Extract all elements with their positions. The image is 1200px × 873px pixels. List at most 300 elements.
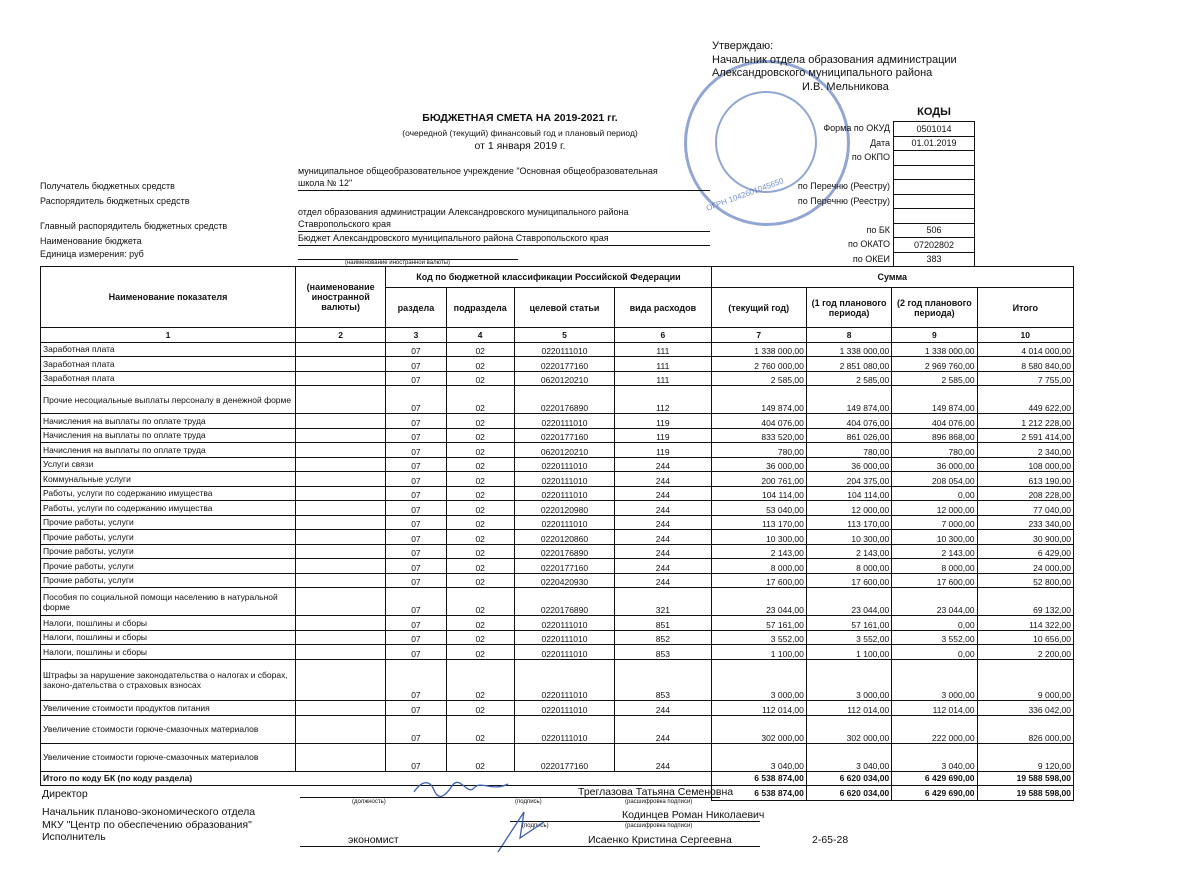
- cell-y3: 3 000,00: [892, 659, 977, 701]
- cell-y2: 861 026,00: [806, 428, 891, 443]
- cell-tot: 826 000,00: [977, 715, 1073, 743]
- cell-sub: 02: [446, 645, 514, 660]
- cell-sub: 02: [446, 501, 514, 516]
- director-signature: [412, 778, 512, 800]
- cell-y1: 10 300,00: [711, 530, 806, 545]
- head-line2: МКУ "Центр по обеспечению образования": [42, 818, 252, 831]
- chief-line2: Ставропольского края: [298, 219, 391, 229]
- h-total: Итого: [977, 288, 1073, 328]
- table-row: [41, 414, 1074, 429]
- cell-y2: 3 000,00: [806, 659, 891, 701]
- cell-exp: 853: [615, 645, 711, 660]
- sig-note: (подпись): [515, 799, 542, 805]
- cell-y1: 2 585,00: [711, 371, 806, 386]
- institution-line1: муниципальное общеобразовательное учреждение "Основная общеобразовательная: [298, 166, 658, 176]
- cell-y2: 57 161,00: [806, 616, 891, 631]
- codes-label: по БК: [866, 224, 890, 235]
- grand-tot: 19 588 598,00: [977, 786, 1073, 801]
- table-row: [41, 371, 1074, 386]
- column-number: 10: [977, 328, 1073, 343]
- cell-sec: 07: [386, 530, 446, 545]
- cell-name: Прочие работы, услуги: [41, 530, 296, 545]
- cell-y1: 3 000,00: [711, 659, 806, 701]
- codes-label: по ОКАТО: [847, 239, 890, 249]
- cell-cur: [295, 371, 385, 386]
- cell-y3: 36 000,00: [892, 457, 977, 472]
- cell-cur: [295, 386, 385, 414]
- cell-cur: [295, 616, 385, 631]
- cell-y2: 404 076,00: [806, 414, 891, 429]
- cell-cur: [295, 472, 385, 487]
- cell-exp: 244: [615, 715, 711, 743]
- cell-tgt: 0220176890: [514, 386, 614, 414]
- cell-exp: 119: [615, 443, 711, 458]
- cell-y3: 112 014,00: [892, 701, 977, 716]
- cell-cur: [295, 715, 385, 743]
- codes-value: 0501014: [894, 122, 975, 137]
- cell-y3: 12 000,00: [892, 501, 977, 516]
- cell-tgt: 0220111010: [514, 472, 614, 487]
- cell-exp: 244: [615, 486, 711, 501]
- codes-row: [894, 136, 975, 151]
- cell-tgt: 0220111010: [514, 457, 614, 472]
- cell-tot: 4 014 000,00: [977, 342, 1073, 357]
- cell-tot: 7 755,00: [977, 371, 1073, 386]
- cell-tot: 1 212 228,00: [977, 414, 1073, 429]
- cell-y1: 302 000,00: [711, 715, 806, 743]
- cell-exp: 852: [615, 630, 711, 645]
- h-section: раздела: [386, 288, 446, 328]
- cell-exp: 244: [615, 743, 711, 771]
- cell-y2: 1 338 000,00: [806, 342, 891, 357]
- approval-approve: Утверждаю:: [712, 40, 774, 52]
- cell-name: Прочие несоциальные выплаты персоналу в денежной форме: [41, 386, 296, 414]
- cell-y2: 2 851 080,00: [806, 357, 891, 372]
- cell-tot: 233 340,00: [977, 515, 1073, 530]
- title-block: [370, 112, 670, 152]
- cell-tot: 8 580 840,00: [977, 357, 1073, 372]
- cell-name: Увеличение стоимости горюче-смазочных материалов: [41, 715, 296, 743]
- executor-label: Исполнитель: [42, 831, 106, 843]
- cell-tot: 52 800,00: [977, 573, 1073, 588]
- budget-table: [40, 266, 1074, 801]
- cell-y1: 23 044,00: [711, 588, 806, 616]
- head-block: [42, 806, 255, 844]
- exec-pos: экономист: [348, 834, 399, 846]
- cell-sub: 02: [446, 701, 514, 716]
- codes-value: 506: [894, 223, 975, 238]
- table-row: [41, 701, 1074, 716]
- table-row: [41, 472, 1074, 487]
- h-exp: вида расходов: [615, 288, 711, 328]
- cell-name: Заработная плата: [41, 357, 296, 372]
- cell-y1: 2 143,00: [711, 544, 806, 559]
- cell-tot: 108 000,00: [977, 457, 1073, 472]
- currency-note: (наименование иностранной валюты): [345, 260, 451, 266]
- cell-tgt: 0220111010: [514, 486, 614, 501]
- cell-y2: 10 300,00: [806, 530, 891, 545]
- cell-name: Прочие работы, услуги: [41, 515, 296, 530]
- grand-y1: 6 538 874,00: [711, 786, 806, 801]
- page-title: БЮДЖЕТНАЯ СМЕТА НА 2019-2021 гг.: [422, 112, 618, 124]
- cell-y1: 57 161,00: [711, 616, 806, 631]
- cell-name: Заработная плата: [41, 371, 296, 386]
- cell-tot: 77 040,00: [977, 501, 1073, 516]
- table-row: [41, 573, 1074, 588]
- cell-sub: 02: [446, 559, 514, 574]
- sig-note-2: (подпись): [522, 823, 549, 829]
- cell-name: Увеличение стоимости продуктов питания: [41, 701, 296, 716]
- cell-name: Работы, услуги по содержанию имущества: [41, 486, 296, 501]
- cell-y3: 208 054,00: [892, 472, 977, 487]
- cell-y2: 3 040,00: [806, 743, 891, 771]
- cell-y3: 222 000,00: [892, 715, 977, 743]
- cell-y3: 0,00: [892, 616, 977, 631]
- cell-cur: [295, 530, 385, 545]
- director-name: Треглазова Татьяна Семеновна: [578, 786, 734, 798]
- codes-label: [720, 165, 890, 180]
- cell-y3: 2 969 760,00: [892, 357, 977, 372]
- cell-tot: 10 656,00: [977, 630, 1073, 645]
- cell-name: Начисления на выплаты по оплате труда: [41, 414, 296, 429]
- cell-sec: 07: [386, 501, 446, 516]
- table-row: [41, 443, 1074, 458]
- cell-y3: 3 040,00: [892, 743, 977, 771]
- cell-y2: 113 170,00: [806, 515, 891, 530]
- cell-tgt: 0220176890: [514, 544, 614, 559]
- cell-y2: 12 000,00: [806, 501, 891, 516]
- director-label: Директор: [42, 788, 88, 800]
- cell-y3: 10 300,00: [892, 530, 977, 545]
- cell-sec: 07: [386, 559, 446, 574]
- cell-exp: 853: [615, 659, 711, 701]
- cell-tgt: 0220120980: [514, 501, 614, 516]
- cell-y3: 1 338 000,00: [892, 342, 977, 357]
- institution-line2: школа № 12": [298, 178, 353, 188]
- cell-sub: 02: [446, 472, 514, 487]
- cell-name: Коммунальные услуги: [41, 472, 296, 487]
- codes-table: [893, 121, 975, 267]
- page-subtitle: (очередной (текущий) финансовый год и плановый период): [402, 128, 638, 138]
- recipient-label: Получатель бюджетных средств: [40, 181, 175, 191]
- cell-name: Штрафы за нарушение законодательства о налогах и сборах, законо-дательства о страховых взносах: [41, 659, 296, 701]
- cell-sec: 07: [386, 588, 446, 616]
- cell-sub: 02: [446, 371, 514, 386]
- cell-exp: 111: [615, 357, 711, 372]
- cell-cur: [295, 645, 385, 660]
- cell-y2: 149 874,00: [806, 386, 891, 414]
- cell-sec: 07: [386, 630, 446, 645]
- pos-note: (должность): [352, 799, 386, 805]
- codes-label: Дата: [870, 137, 890, 148]
- approval-line2: Александровского муниципального района: [712, 67, 933, 79]
- cell-y2: 23 044,00: [806, 588, 891, 616]
- cell-name: Прочие работы, услуги: [41, 544, 296, 559]
- codes-value: [894, 209, 975, 224]
- table-row: [41, 386, 1074, 414]
- cell-sec: 07: [386, 371, 446, 386]
- cell-cur: [295, 544, 385, 559]
- cell-cur: [295, 659, 385, 701]
- cell-y1: 1 100,00: [711, 645, 806, 660]
- h-y1: (текущий год): [711, 288, 806, 328]
- cell-tgt: 0220111010: [514, 342, 614, 357]
- head-signature: [494, 808, 554, 858]
- total-label: Итого по коду БК (по коду раздела): [41, 771, 712, 786]
- cell-tgt: 0220111010: [514, 616, 614, 631]
- cell-cur: [295, 743, 385, 771]
- codes-value: [894, 151, 975, 166]
- rule: [298, 190, 710, 191]
- codes-labels: [720, 121, 890, 266]
- cell-exp: 112: [615, 386, 711, 414]
- cell-y3: 0,00: [892, 645, 977, 660]
- codes-value: [894, 180, 975, 195]
- cell-y1: 833 520,00: [711, 428, 806, 443]
- cell-tot: 24 000,00: [977, 559, 1073, 574]
- table-row: [41, 616, 1074, 631]
- cell-y2: 3 552,00: [806, 630, 891, 645]
- cell-name: Налоги, пошлины и сборы: [41, 630, 296, 645]
- cell-cur: [295, 443, 385, 458]
- cell-y3: 7 000,00: [892, 515, 977, 530]
- codes-label: по ОКЕИ: [852, 253, 890, 264]
- head-name: Кодинцев Роман Николаевич: [622, 809, 765, 821]
- table-row: [41, 588, 1074, 616]
- stamp-text: ОГРН 1042601045650: [704, 176, 785, 213]
- cell-y1: 404 076,00: [711, 414, 806, 429]
- cell-sub: 02: [446, 616, 514, 631]
- cell-name: Работы, услуги по содержанию имущества: [41, 501, 296, 516]
- cell-exp: 111: [615, 342, 711, 357]
- cell-exp: 119: [615, 428, 711, 443]
- table-row: [41, 544, 1074, 559]
- codes-row: [894, 238, 975, 253]
- cell-tgt: 0220111010: [514, 659, 614, 701]
- cell-y2: 17 600,00: [806, 573, 891, 588]
- exec-name: Исаенко Кристина Сергеевна: [588, 834, 732, 846]
- cell-exp: 244: [615, 573, 711, 588]
- cell-sub: 02: [446, 486, 514, 501]
- h-y3: (2 год планового периода): [892, 288, 977, 328]
- cell-tgt: 0220177160: [514, 743, 614, 771]
- total-y3: 6 429 690,00: [892, 771, 977, 786]
- codes-value: [894, 165, 975, 180]
- cell-sub: 02: [446, 573, 514, 588]
- table-row: [41, 559, 1074, 574]
- cell-y3: 149 874,00: [892, 386, 977, 414]
- cell-sub: 02: [446, 659, 514, 701]
- column-number: 4: [446, 328, 514, 343]
- codes-value: 383: [894, 252, 975, 267]
- cell-sec: 07: [386, 701, 446, 716]
- cell-tgt: 0220111010: [514, 645, 614, 660]
- approval-signer: И.В. Мельникова: [802, 80, 889, 93]
- cell-sub: 02: [446, 544, 514, 559]
- column-number: 2: [295, 328, 385, 343]
- column-number: 7: [711, 328, 806, 343]
- column-numbers-row: [41, 328, 1074, 343]
- cell-name: Налоги, пошлины и сборы: [41, 616, 296, 631]
- cell-name: Пособия по социальной помощи населению в натуральной форме: [41, 588, 296, 616]
- cell-name: Прочие работы, услуги: [41, 559, 296, 574]
- codes-label: по Перечню (Реестру): [797, 181, 890, 191]
- table-row: [41, 457, 1074, 472]
- budget-label: Наименование бюджета: [40, 236, 142, 246]
- cell-y2: 104 114,00: [806, 486, 891, 501]
- cell-tot: 2 200,00: [977, 645, 1073, 660]
- approval-block: [712, 40, 957, 94]
- unit-label: Единица измерения: руб: [40, 249, 144, 259]
- cell-cur: [295, 428, 385, 443]
- cell-exp: 244: [615, 457, 711, 472]
- h-target: целевой статьи: [514, 288, 614, 328]
- cell-name: Услуги связи: [41, 457, 296, 472]
- cell-tot: 9 000,00: [977, 659, 1073, 701]
- cell-exp: 119: [615, 414, 711, 429]
- head-line1: Начальник планово-экономического отдела: [42, 806, 256, 818]
- cell-sec: 07: [386, 414, 446, 429]
- cell-tot: 336 042,00: [977, 701, 1073, 716]
- cell-y3: 8 000,00: [892, 559, 977, 574]
- table-row: [41, 715, 1074, 743]
- chief-line1: отдел образования администрации Александровского муниципального района: [298, 207, 629, 217]
- cell-name: Заработная плата: [41, 342, 296, 357]
- cell-tgt: 0220111010: [514, 715, 614, 743]
- rule: [298, 231, 710, 232]
- cell-y2: 36 000,00: [806, 457, 891, 472]
- page-date: от 1 января 2019 г.: [474, 140, 566, 152]
- cell-sec: 07: [386, 743, 446, 771]
- cell-y1: 8 000,00: [711, 559, 806, 574]
- table-row: [41, 428, 1074, 443]
- table-row: [41, 357, 1074, 372]
- cell-sec: 07: [386, 515, 446, 530]
- cell-cur: [295, 486, 385, 501]
- cell-sec: 07: [386, 645, 446, 660]
- cell-sec: 07: [386, 659, 446, 701]
- cell-tot: 6 429,00: [977, 544, 1073, 559]
- cell-tgt: 0220111010: [514, 414, 614, 429]
- cell-name: Налоги, пошлины и сборы: [41, 645, 296, 660]
- cell-exp: 111: [615, 371, 711, 386]
- cell-tot: 9 120,00: [977, 743, 1073, 771]
- cell-tot: 613 190,00: [977, 472, 1073, 487]
- cell-y1: 53 040,00: [711, 501, 806, 516]
- cell-y1: 36 000,00: [711, 457, 806, 472]
- table-row: [41, 342, 1074, 357]
- cell-sub: 02: [446, 457, 514, 472]
- cell-sub: 02: [446, 443, 514, 458]
- total-y2: 6 620 034,00: [806, 771, 891, 786]
- cell-tot: 2 340,00: [977, 443, 1073, 458]
- cell-y2: 302 000,00: [806, 715, 891, 743]
- cell-y2: 780,00: [806, 443, 891, 458]
- cell-sec: 07: [386, 573, 446, 588]
- cell-exp: 244: [615, 559, 711, 574]
- cell-tgt: 0220177160: [514, 357, 614, 372]
- cell-exp: 244: [615, 501, 711, 516]
- total-y1: 6 538 874,00: [711, 771, 806, 786]
- cell-exp: 244: [615, 472, 711, 487]
- cell-sub: 02: [446, 588, 514, 616]
- cell-y1: 1 338 000,00: [711, 342, 806, 357]
- chief-label: Главный распорядитель бюджетных средств: [40, 221, 228, 231]
- cell-tot: 69 132,00: [977, 588, 1073, 616]
- cell-sec: 07: [386, 616, 446, 631]
- cell-exp: 244: [615, 544, 711, 559]
- cell-tgt: 0620120210: [514, 371, 614, 386]
- cell-y1: 200 761,00: [711, 472, 806, 487]
- cell-tot: 30 900,00: [977, 530, 1073, 545]
- cell-exp: 244: [615, 515, 711, 530]
- total-tot: 19 588 598,00: [977, 771, 1073, 786]
- cell-cur: [295, 588, 385, 616]
- cell-sec: 07: [386, 357, 446, 372]
- codes-value: 01.01.2019: [894, 136, 975, 151]
- h-sum: Сумма: [711, 267, 1073, 288]
- cell-exp: 321: [615, 588, 711, 616]
- h-name: Наименование показателя: [41, 267, 296, 328]
- cell-name: Прочие работы, услуги: [41, 573, 296, 588]
- cell-tot: 114 322,00: [977, 616, 1073, 631]
- cell-tgt: 0620120210: [514, 443, 614, 458]
- codes-row: [894, 165, 975, 180]
- cell-y2: 1 100,00: [806, 645, 891, 660]
- table-row: [41, 486, 1074, 501]
- grand-y2: 6 620 034,00: [806, 786, 891, 801]
- cell-y3: 780,00: [892, 443, 977, 458]
- cell-cur: [295, 515, 385, 530]
- cell-cur: [295, 573, 385, 588]
- cell-tgt: 0220176890: [514, 588, 614, 616]
- cell-tgt: 0220111010: [514, 515, 614, 530]
- cell-y2: 112 014,00: [806, 701, 891, 716]
- cell-sec: 07: [386, 457, 446, 472]
- codes-row: [894, 209, 975, 224]
- codes-row: [894, 180, 975, 195]
- manager-label: Распорядитель бюджетных средств: [40, 196, 190, 206]
- table-row: [41, 501, 1074, 516]
- codes-label: по ОКПО: [851, 152, 890, 162]
- codes-row: [894, 151, 975, 166]
- cell-sub: 02: [446, 715, 514, 743]
- cell-cur: [295, 501, 385, 516]
- cell-sec: 07: [386, 715, 446, 743]
- codes-label: [720, 208, 890, 223]
- cell-cur: [295, 630, 385, 645]
- cell-tgt: 0220177160: [514, 559, 614, 574]
- rule: [298, 245, 710, 246]
- cell-cur: [295, 457, 385, 472]
- cell-sub: 02: [446, 743, 514, 771]
- column-number: 6: [615, 328, 711, 343]
- cell-sub: 02: [446, 386, 514, 414]
- cell-sub: 02: [446, 414, 514, 429]
- cell-tot: 208 228,00: [977, 486, 1073, 501]
- cell-y3: 2 143,00: [892, 544, 977, 559]
- table-row: [41, 515, 1074, 530]
- cell-y1: 113 170,00: [711, 515, 806, 530]
- cell-sec: 07: [386, 486, 446, 501]
- cell-sub: 02: [446, 630, 514, 645]
- total-row: [41, 771, 1074, 786]
- cell-tgt: 0220177160: [514, 428, 614, 443]
- codes-value: [894, 194, 975, 209]
- cell-sec: 07: [386, 342, 446, 357]
- codes-row: [894, 122, 975, 137]
- cell-y2: 204 375,00: [806, 472, 891, 487]
